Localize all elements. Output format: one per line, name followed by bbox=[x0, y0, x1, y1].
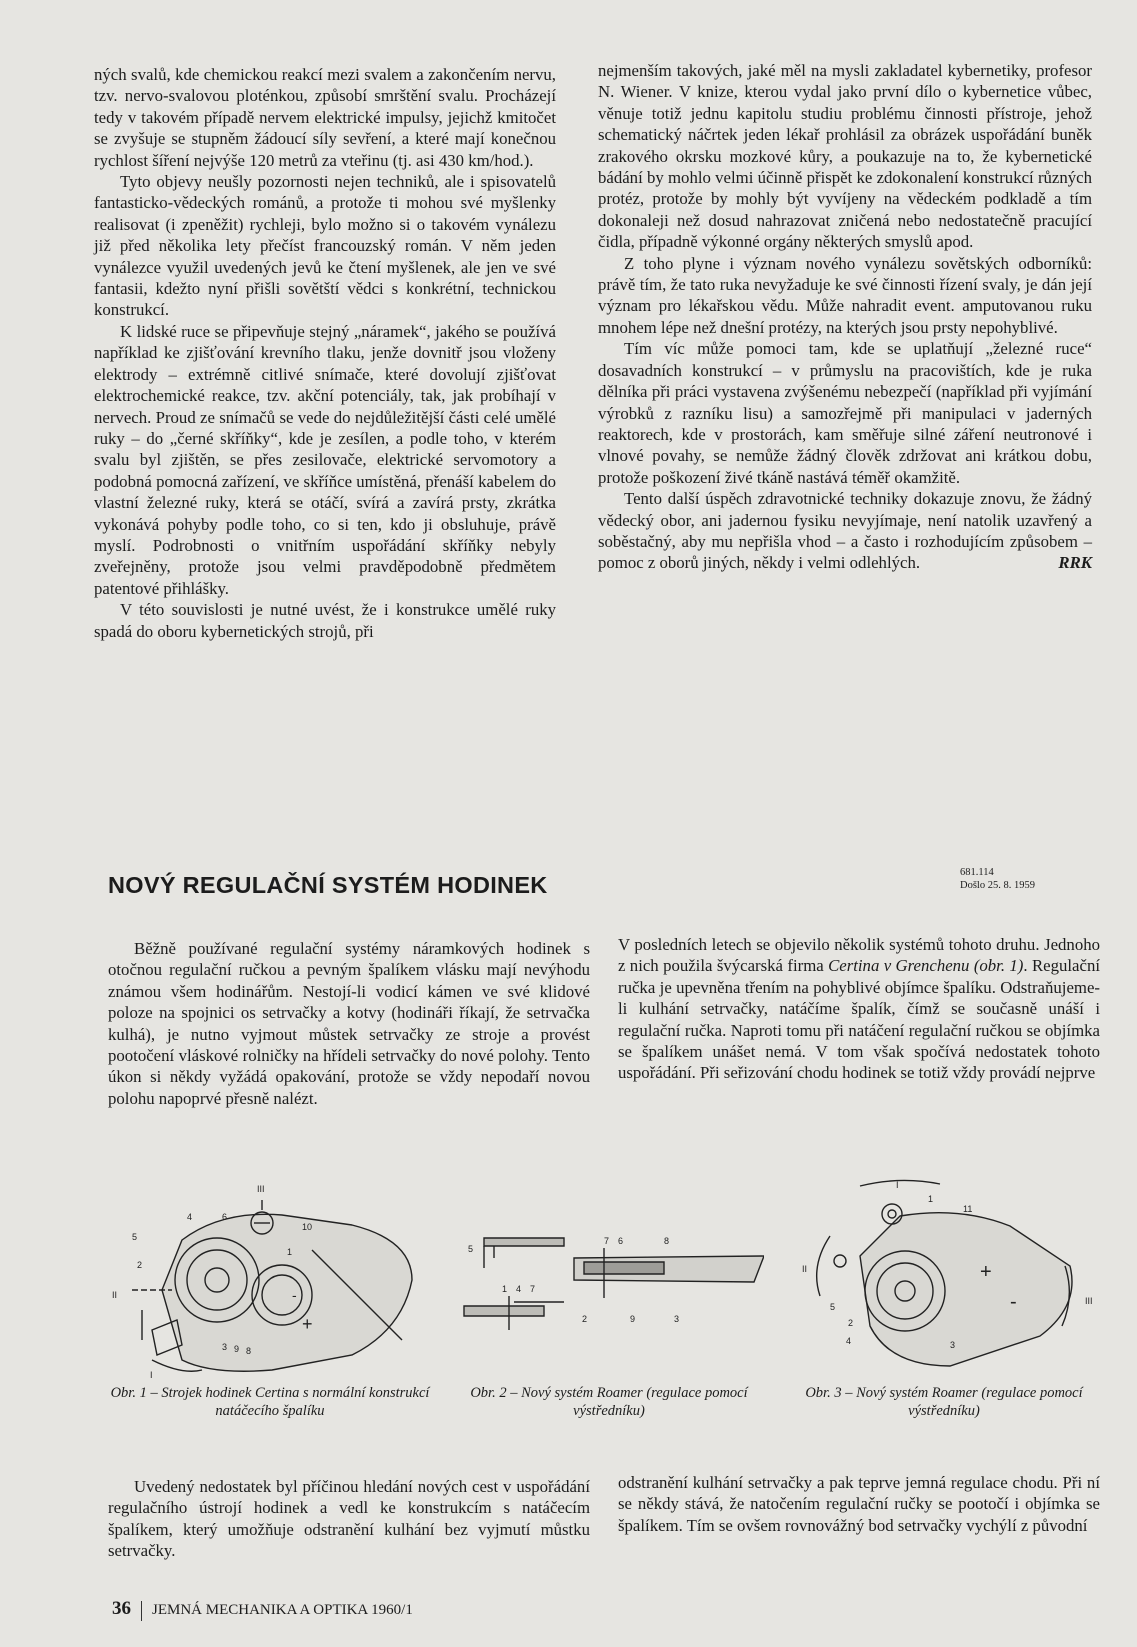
received-date: Došlo 25. 8. 1959 bbox=[960, 880, 1035, 891]
figure-mark: - bbox=[292, 1287, 297, 1303]
article-body-right bbox=[618, 1472, 1100, 1536]
paragraph: V této souvislosti je nutné uvést, že i konstrukce umělé ruky spadá do oboru kybernetických strojů, při bbox=[94, 600, 556, 641]
figure-label: 4 bbox=[516, 1284, 522, 1294]
paragraph: Z toho plyne i význam nového vynálezu sovětských odborníků: právě tím, že tato ruka nevyžaduje ke své činnosti řízení svaly, je dán její význam pro lékařskou vědu. Může nahradit event. amputovanou ruku mnohem lépe než dnešní protézy, na kterých jsou prsty nepohyblivé. bbox=[598, 253, 1092, 337]
figure-mark: - bbox=[1010, 1291, 1017, 1313]
paragraph bbox=[598, 488, 1092, 574]
paragraph-text: Tento další úspěch zdravotnické techniky dokazuje znovu, že žádný vědecký obor, ani jadernou fysiku nevyjímaje, není natolik uzavřený a soběstačný, aby mu nepřišla vhod – a často i rozhodujícím způsobem – pomoc z oborů jiných, někdy i velmi odlehlých. bbox=[598, 489, 1092, 573]
article-intro-left bbox=[108, 938, 590, 1109]
figure-label: 4 bbox=[846, 1336, 852, 1346]
figure-label: 1 bbox=[928, 1194, 934, 1204]
figure-mark: + bbox=[980, 1261, 992, 1283]
figure-label: 6 bbox=[222, 1212, 228, 1222]
article-title: NOVÝ REGULAČNÍ SYSTÉM HODINEK bbox=[108, 872, 548, 898]
article-intro-right bbox=[618, 934, 1100, 1084]
brand-name: Certina v Grenchenu bbox=[828, 956, 970, 976]
figure-label: 5 bbox=[132, 1232, 138, 1242]
figure-1-watch-movement bbox=[112, 1180, 434, 1380]
article-meta bbox=[960, 866, 1035, 892]
journal-name: JEMNÁ MECHANIKA A OPTIKA 1960/1 bbox=[152, 1602, 413, 1618]
figure-label: 11 bbox=[963, 1204, 973, 1214]
figure-label: 5 bbox=[468, 1244, 474, 1254]
figure-label: II bbox=[802, 1264, 808, 1274]
paragraph: odstranění kulhání setrvačky a pak teprve jemná regulace chodu. Při ní se někdy stává, že natočením regulační ručky se pootočí i objímka se špalíkem. Tím se ovšem rovnovážný bod setrvačky vychýlí z původní bbox=[618, 1473, 1100, 1535]
figure-2-caption: Obr. 2 – Nový systém Roamer (regulace pomocí výstředníku) bbox=[470, 1385, 748, 1419]
paragraph: Běžně používané regulační systémy náramkových hodinek s otočnou regulační ručkou a pevným špalíkem vlásku mají nevýhodu známou všem hodinářům. Nestojí-li vodicí kámen ve své klidové poloze na spojnici os setrvačky a kotvy (hodináři říkají, že setrvačka kulhá), je nutno vyjmout můstek setrvačky ze stroje a provést pootočení vláskové rolničky na hřídeli setrvačky do nové polohy. Tento úkon si někdy vyžádá opakování, protože se vždy nepodaří novou polohu napoprvé přesně nalézt. bbox=[108, 939, 590, 1108]
figure-label: 1 bbox=[287, 1247, 293, 1257]
figure-label: 7 bbox=[530, 1284, 536, 1294]
figure-mark: III bbox=[257, 1184, 265, 1194]
figure-3-roamer-regulator bbox=[800, 1176, 1106, 1376]
paragraph bbox=[618, 934, 1100, 1084]
paragraph: ných svalů, kde chemickou reakcí mezi svalem a zakončením nervu, tzv. nervo-svalovou ploténkou, způsobí smrštění svalu. Procházejí tedy v takovém případě nervem elektrické impulsy, jejichž kmitočet se zvyšuje se stupněm žádoucí síly sevření, a které mají konečnou rychlost šíření nejvýše 120 metrů za vteřinu (tj. asi 430 km/hod.). bbox=[94, 65, 556, 170]
figure-reference: (obr. 1) bbox=[969, 956, 1024, 976]
paragraph: Tím víc může pomoci tam, kde se uplatňují „železné ruce“ dosavadních konstrukcí – v průmyslu na pracovištích, kde je ruka dělníka při práci vystavena zvýšenému nebezpečí (například při vyjímání výrobků z razníku lisu) a samozřejmě při manipulaci v jaderných reaktorech, kde v prostorách, kam směřuje silné záření neutronové i vlnové povahy, se nemůže žádný člověk zdržovat ani krátkou dobu, protože poškození živé tkáně nastává téměř okamžitě. bbox=[598, 339, 1092, 487]
figure-label: I bbox=[896, 1180, 899, 1190]
figure-label: 3 bbox=[950, 1340, 956, 1350]
figure-3-caption: Obr. 3 – Nový systém Roamer (regulace pomocí výstředníku) bbox=[805, 1385, 1083, 1419]
footer-divider bbox=[141, 1601, 142, 1621]
author-signature: RRK bbox=[1058, 553, 1092, 573]
figure-label: 9 bbox=[630, 1314, 636, 1324]
figure-label: 7 bbox=[604, 1236, 610, 1246]
figure-label: 2 bbox=[848, 1318, 854, 1328]
figure-label: 8 bbox=[664, 1236, 670, 1246]
article-continuation-right bbox=[598, 60, 1092, 574]
text: . Regulační ručka je upevněna třením na pohyblivé objímce špalíku. Odstraňujeme-li kulhání setrvačky, natáčíme špalík, čímž se současně unáší i regulační ručka. Naproti tomu při natáčení regulační ručkou se objímka se špalíkem unášet nemá. V tom však spočívá nedostatek tohoto uspořádání. Při seřizování chodu hodinek se totiž vždy provádí nejprve bbox=[618, 956, 1100, 1083]
figure-label: III bbox=[1085, 1296, 1093, 1306]
figure-label: 9 bbox=[234, 1344, 240, 1354]
paragraph: nejmenším takových, jaké měl na mysli zakladatel kybernetiky, profesor N. Wiener. V knize, kterou vydal jako první dílo o kybernetice vůbec, věnuje totiž jednu kapitolu studiu problému činnosti přístroje, jehož schematický náčrtek jeden lékař prohlásil za obrázek uspořádání buněk zrakového okrsku mozkové kůry, a poukazuje na to, že kybernetické bádání by mohlo velmi účinně přispět ke zdokonalení konstrukcí různých protéz, protože by mohly být vyvíjeny na vědeckém podkladě a tím dokonaleji než dosud nahrazovat zničená nebo nedostatečně pracující čidla, případně výkonné orgány některých smyslů apod. bbox=[598, 61, 1092, 252]
figure-1-caption: Obr. 1 – Strojek hodinek Certina s normální konstrukcí natáčecího špalíku bbox=[110, 1385, 430, 1419]
figure-label: 1 bbox=[502, 1284, 508, 1294]
figure-mark: + bbox=[302, 1314, 313, 1334]
figure-label: 6 bbox=[618, 1236, 624, 1246]
figure-label: 3 bbox=[674, 1314, 680, 1324]
figure-label: 5 bbox=[830, 1302, 836, 1312]
paragraph: K lidské ruce se připevňuje stejný „náramek“, jakého se používá například ke zjišťování krevního tlaku, jenže dovnitř jsou vloženy elektrody – extrémně citlivé snímače, které dovolují zjišťovat elektrochemické reakce, tzv. akční potenciály, tak, jak probíhají v nervech. Proud ze snímačů se vede do nejdůležitější části celé umělé ruky – do „černé skříňky“, kde je zesílen, a podle toho, v kterém svalu byl zjištěn, se přes zesilovače, elektrické servomotory a podobná pomocná zařízení, ve skříňce umístěná, přenáší kabelem do vlastní železné ruky, která se otáčí, svírá a zavírá prsty, zkrátka vykonává pohyby podle toho, co si ten, kdo ji obsluhuje, právě myslí. Podrobnosti o vnitřním uspořádání skříňky nebyly zveřejněny, protože jsou velmi pravděpodobně předmětem patentové přihlášky. bbox=[94, 321, 556, 598]
figure-mark: I bbox=[150, 1370, 153, 1380]
figure-label: 4 bbox=[187, 1212, 193, 1222]
page-footer bbox=[112, 1598, 413, 1621]
text: V posledních letech se objevilo několik systémů tohoto druhu. Jednoho z nich použila švýcarská firma bbox=[618, 935, 1100, 976]
figure-2-roamer-cross-section bbox=[454, 1218, 764, 1348]
figure-mark: II bbox=[112, 1290, 118, 1300]
udc-code: 681.114 bbox=[960, 867, 994, 878]
figure-label: 10 bbox=[302, 1222, 313, 1232]
paragraph: Tyto objevy neušly pozornosti nejen techniků, ale i spisovatelů fantasticko-vědeckých románů, a protože ti mohou své myšlenky realisovat (i zpeněžit) rychleji, bylo možno si o takovém vynálezu již před několika lety přečíst francouzský román. V něm jeden vynálezce využil uvedených jevů ke čtení myšlenek, ale jen ve své fantasii, kdežto nyní přišli sovětští vědci s konkrétní, technickou konstrukcí. bbox=[94, 172, 556, 320]
page-number: 36 bbox=[112, 1598, 131, 1619]
article-body-left bbox=[108, 1476, 590, 1562]
figure-label: 2 bbox=[137, 1260, 143, 1270]
article-continuation-left bbox=[94, 64, 556, 642]
figure-label: 8 bbox=[246, 1346, 252, 1356]
figure-label: 2 bbox=[582, 1314, 588, 1324]
figure-label: 3 bbox=[222, 1342, 228, 1352]
paragraph: Uvedený nedostatek byl příčinou hledání nových cest v uspořádání regulačního ústrojí hodinek a vedl ke konstrukcím s natáčecím špalíkem, který umožňuje odstranění kulhání bez vyjmutí můstku setrvačky. bbox=[108, 1477, 590, 1561]
